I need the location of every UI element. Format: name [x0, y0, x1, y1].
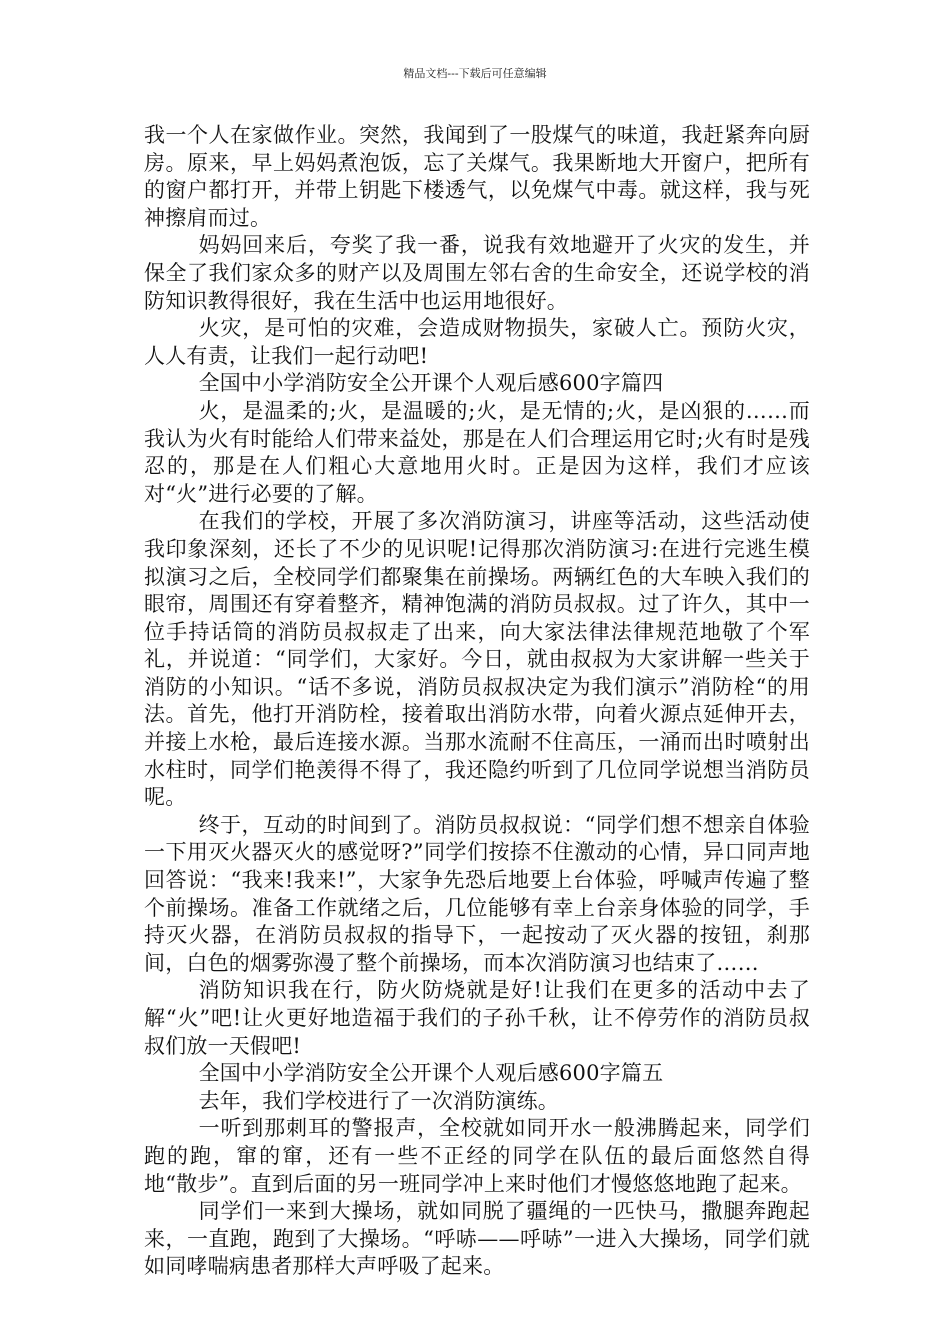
paragraph: 火灾，是可怕的灾难，会造成财物损失，家破人亡。预防火灾，人人有责，让我们一起行动吧!: [144, 316, 810, 368]
article-body: [144, 122, 810, 1281]
section-heading: 全国中小学消防安全公开课个人观后感600字篇四: [198, 371, 664, 396]
paragraph: 一听到那刺耳的警报声，全校就如同开水一般沸腾起来，同学们跑的跑，窜的窜，还有一些不正经的同学在队伍的最后面悠然自得地“散步”。直到后面的另一班同学冲上来时他们才慢悠悠地跑了起来。: [144, 1116, 810, 1196]
paragraph: 消防知识我在行，防火防烧就是好!让我们在更多的活动中去了解“火”吧!让火更好地造福于我们的子孙千秋，让不停劳作的消防员叔叔们放一天假吧!: [144, 978, 810, 1058]
paragraph: 妈妈回来后，夸奖了我一番，说我有效地避开了火灾的发生，并保全了我们家众多的财产以及周围左邻右舍的生命安全，还说学校的消防知识教得很好，我在生活中也运用地很好。: [144, 233, 810, 313]
paragraph: 火，是温柔的;火，是温暖的;火，是无情的;火，是凶狠的……而我认为火有时能给人们带来益处，那是在人们合理运用它时;火有时是残忍的，那是在人们粗心大意地用火时。正是因为这样，我们才应该对“火”进行必要的了解。: [144, 398, 810, 506]
paragraph: 终于，互动的时间到了。消防员叔叔说：“同学们想不想亲自体验一下用灭火器灭火的感觉呀?”同学们按捺不住激动的心情，异口同声地回答说：“我来!我来!”，大家争先恐后地要上台体验，呼喊声传遍了整个前操场。准备工作就绪之后，几位能够有幸上台亲身体验的同学，手持灭火器，在消防员叔叔的指导下，一起按动了灭火器的按钮，刹那间，白色的烟雾弥漫了整个前操场，而本次消防演习也结束了……: [144, 812, 810, 975]
paragraph: 我一个人在家做作业。突然，我闻到了一股煤气的味道，我赶紧奔向厨房。原来，早上妈妈煮泡饭，忘了关煤气。我果断地大开窗户，把所有的窗户都打开，并带上钥匙下楼透气，以免煤气中毒。就这样，我与死神擦肩而过。: [144, 123, 810, 230]
paragraph: 在我们的学校，开展了多次消防演习，讲座等活动，这些活动使我印象深刻，还长了不少的见识呢!记得那次消防演习:在进行完逃生模拟演习之后，全校同学们都聚集在前操场。两辆红色的大车映入我们的眼帘，周围还有穿着整齐，精神饱满的消防员叔叔。过了许久，其中一位手持话筒的消防员叔叔走了出来，向大家法律法律规范地敬了个军礼，并说道：“同学们，大家好。今日，就由叔叔为大家讲解一些关于消防的小知识。“话不多说，消防员叔叔决定为我们演示”消防栓“的用法。首先，他打开消防栓，接着取出消防水带，向着火源点延伸开去，并接上水枪，最后连接水源。当那水流耐不住高压，一涌而出时喷射出水柱时，同学们艳羡得不得了，我还隐约听到了几位同学说想当消防员呢。: [144, 509, 810, 810]
header-note: 精品文档---下载后可任意编辑: [403, 67, 547, 80]
paragraph: 去年，我们学校进行了一次消防演练。: [198, 1088, 559, 1113]
section-heading: 全国中小学消防安全公开课个人观后感600字篇五: [198, 1061, 664, 1086]
paragraph: 同学们一来到大操场，就如同脱了疆绳的一匹快马，撒腿奔跑起来，一直跑，跑到了大操场。“呼哧——呼哧”一进入大操场，同学们就如同哮喘病患者那样大声呼吸了起来。: [144, 1199, 810, 1279]
